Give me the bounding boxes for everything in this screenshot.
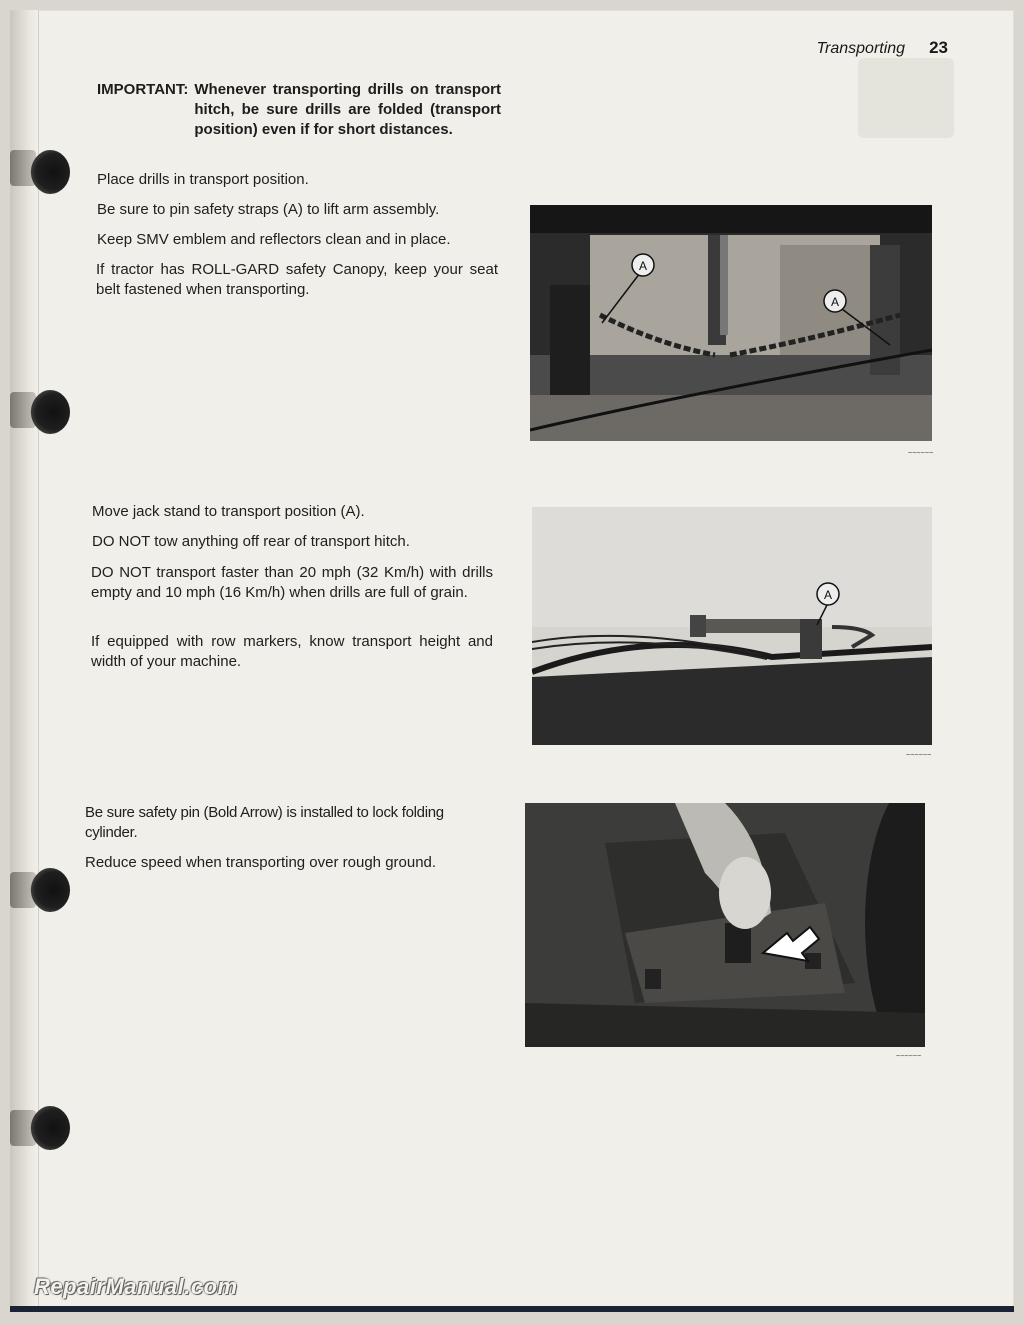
figure-code: ~~~~~~ bbox=[906, 751, 932, 759]
instruction-text: Place drills in transport position. bbox=[97, 171, 309, 188]
safety-straps-photo bbox=[530, 205, 932, 441]
bottom-border bbox=[10, 1306, 1014, 1312]
instruction-text: DO NOT tow anything off rear of transport hitch. bbox=[92, 533, 410, 550]
binder-hole bbox=[30, 1106, 70, 1150]
instruction-text: DO NOT transport faster than 20 mph (32 Km/h) with drills empty and 10 mph (16 Km/h) when drills are full of grain. bbox=[91, 564, 493, 601]
important-notice bbox=[97, 80, 501, 140]
important-label: IMPORTANT: bbox=[97, 81, 189, 98]
callout-label: A bbox=[823, 588, 833, 602]
instruction-text: Move jack stand to transport position (A). bbox=[92, 503, 365, 520]
instruction-text: Keep SMV emblem and reflectors clean and in place. bbox=[97, 231, 451, 248]
bleed-through-logo bbox=[858, 58, 954, 138]
figure-safety-straps bbox=[530, 205, 932, 441]
section-title: Transporting bbox=[816, 40, 906, 57]
instruction-text: Reduce speed when transporting over rough ground. bbox=[85, 854, 437, 871]
page-number: 23 bbox=[929, 38, 948, 57]
important-text: Whenever transporting drills on transport hitch, be sure drills are folded (transport position) even if for short distances. bbox=[194, 81, 501, 138]
instruction-text: If tractor has ROLL-GARD safety Canopy, keep your seat belt fastened when transporting. bbox=[96, 261, 498, 298]
binder-hole bbox=[30, 150, 70, 194]
binder-hole bbox=[30, 390, 70, 434]
site-watermark: RepairManual.com bbox=[34, 1274, 238, 1299]
figure-code: ~~~~~~ bbox=[896, 1052, 922, 1060]
instruction-text: Be sure safety pin (Bold Arrow) is installed to lock folding cylinder. bbox=[85, 804, 444, 841]
figure-code: ~~~~~~ bbox=[908, 449, 934, 457]
safety-pin-photo bbox=[525, 803, 925, 1047]
callout-label: A bbox=[638, 259, 648, 273]
jack-stand-photo bbox=[532, 507, 932, 745]
page-header bbox=[816, 38, 948, 58]
figure-safety-pin bbox=[525, 803, 925, 1047]
binder-hole bbox=[30, 868, 70, 912]
callout-label: A bbox=[830, 295, 840, 309]
instruction-text: Be sure to pin safety straps (A) to lift arm assembly. bbox=[97, 201, 440, 218]
instruction-text: If equipped with row markers, know transport height and width of your machine. bbox=[91, 633, 493, 670]
figure-jack-stand bbox=[532, 507, 932, 745]
